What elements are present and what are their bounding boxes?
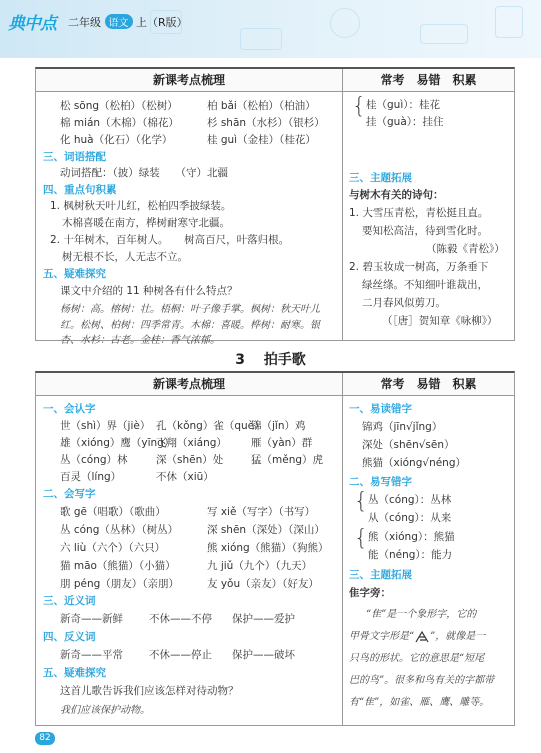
recog-item: 丛（cóng）林 — [60, 454, 128, 466]
recog-item: 雄（xióng）鹰（yīng） — [60, 437, 175, 449]
edition-text: 上（R版） — [136, 16, 188, 29]
recog-item: 孔（kǒng）雀（què） — [156, 420, 265, 432]
write-item: 深 shēn（深处）（深山） — [207, 524, 325, 536]
sentence-line: 2. 十年树木，百年树人。 树高百尺，叶落归根。 — [50, 234, 290, 246]
write-item: 写 xiě（写字）（书写） — [207, 506, 316, 518]
subheading: 与树木有关的诗句： — [349, 189, 444, 201]
top-right-title: 常考 易错 积累 — [343, 69, 514, 92]
explain-part: 甲骨文字形是“ — [349, 631, 415, 642]
bottom-right-title: 常考 易错 积累 — [343, 373, 514, 396]
explain-line: 有“隹”，如雀、雁、鹰、雕等。 — [349, 697, 490, 708]
answer-line: 我们应该保护动物。 — [60, 705, 150, 716]
phrase-line: 动词搭配：（披）绿装 （守）北疆 — [60, 167, 228, 179]
section-heading: 三、词语搭配 — [43, 151, 106, 163]
write-item: 六 liù（六个）（六只） — [60, 542, 166, 554]
explain-part: ”，就像是一 — [430, 631, 486, 642]
confusable-item: 挂（guà）：挂住 — [366, 116, 444, 128]
synonym-pair: 不休——不停 — [149, 613, 212, 625]
header-banner — [0, 0, 541, 58]
sentence-line: 1. 枫树秋天叶儿红，松柏四季披绿装。 — [50, 200, 232, 212]
sentence-line: 树无根不长，人无志不立。 — [62, 251, 188, 263]
misread-item: 熊猫（xióng√néng） — [362, 457, 467, 469]
bottom-divider — [342, 373, 343, 725]
char-row: 杉 shān（水杉）（银杉） — [207, 117, 325, 129]
answer-line: 红。松树、柏树：四季常青。木棉：喜暖。桦树：耐寒。银 — [60, 320, 320, 331]
lesson-title — [0, 349, 541, 369]
section-heading: 三、近义词 — [43, 595, 96, 607]
subheading: 隹字旁： — [349, 587, 391, 599]
lesson-name: 拍手歌 — [263, 352, 306, 368]
section-heading: 三、主题拓展 — [349, 172, 412, 184]
recog-item: 雁（yàn）群 — [251, 437, 313, 449]
explain-line: “隹”是一个象形字，它的 — [366, 609, 477, 620]
write-item: 友 yǒu（亲友）（好友） — [207, 578, 319, 590]
recog-item: 锦（jǐn）鸡 — [251, 420, 306, 432]
recog-item: 飞翔（xiáng） — [156, 437, 227, 449]
answer-line: 杏、水杉：古老。金桂：香气浓郁。 — [60, 335, 220, 346]
section-heading: 三、主题拓展 — [349, 569, 412, 581]
write-item: 熊 xióng（熊猫）（狗熊） — [207, 542, 329, 554]
char-row: 松 sōng（松柏）（松树） — [60, 100, 178, 112]
poem-line: 绿丝绦。不知细叶谁裁出， — [362, 279, 488, 291]
recog-item: 猛（měng）虎 — [251, 454, 324, 466]
answer-line: 杨树：高。榕树：壮。梧桐：叶子像手掌。枫树：秋天叶儿 — [60, 304, 320, 315]
antonym-pair: 不休——停止 — [149, 649, 212, 661]
question-line: 课文中介绍的 11 种树各有什么特点？ — [60, 285, 238, 297]
section-heading: 四、重点句积累 — [43, 184, 117, 196]
write-item: 丛 cóng（丛林）（树丛） — [60, 524, 179, 536]
section-heading: 二、易写错字 — [349, 476, 412, 488]
question-line: 这首儿歌告诉我们应该怎样对待动物？ — [60, 685, 239, 697]
section-heading: 四、反义词 — [43, 631, 96, 643]
brand-logo: 典中点 — [8, 14, 56, 34]
brace-icon: { — [352, 94, 366, 119]
poem-line: 1. 大雪压青松，青松挺且直。 — [349, 207, 489, 219]
poem-line: 要知松高洁，待到雪化时。 — [362, 225, 488, 237]
confusable-item: 桂（guì）：桂花 — [366, 99, 440, 111]
sentence-line: 木棉喜暖在南方，桦树耐寒守北疆。 — [62, 217, 230, 229]
brace-icon: { — [354, 489, 368, 514]
lesson-number: 3 — [235, 352, 245, 368]
oracle-bone-bird-icon — [414, 630, 430, 644]
poem-line: 2. 碧玉妆成一树高，万条垂下 — [349, 261, 489, 273]
bottom-left-title: 新课考点梳理 — [36, 373, 342, 396]
poem-source: （［唐］贺知章《咏柳》） — [382, 315, 498, 327]
antonym-pair: 保护——破坏 — [232, 649, 295, 661]
explain-line: 巴的鸟”。很多和鸟有关的字都带 — [349, 675, 495, 686]
char-row: 棉 mián（木棉）（棉花） — [60, 117, 179, 129]
subject-badge: 语文 — [105, 14, 133, 29]
miswrite-item: 熊（xióng）：熊猫 — [368, 531, 455, 543]
poem-source: （陈毅《青松》） — [426, 243, 505, 255]
char-row: 柏 bǎi（松柏）（柏油） — [207, 100, 316, 112]
grade-label — [68, 14, 188, 30]
synonym-pair: 保护——爱护 — [232, 613, 295, 625]
misread-item: 深处（shēn√sēn） — [362, 439, 455, 451]
top-panel — [35, 67, 515, 346]
recog-item: 百灵（líng） — [60, 471, 122, 483]
miswrite-item: 丛（cóng）：丛林 — [368, 494, 452, 506]
misread-item: 锦鸡（jīn√jǐng） — [362, 421, 443, 433]
write-item: 猫 māo（熊猫）（小猫） — [60, 560, 176, 572]
recog-item: 深（shēn）处 — [156, 454, 224, 466]
char-row: 化 huà（化石）（化学） — [60, 134, 173, 146]
brace-icon: { — [354, 526, 368, 551]
antonym-pair: 新奇——平常 — [60, 649, 123, 661]
top-left-title: 新课考点梳理 — [36, 69, 342, 92]
write-item: 歌 gē（唱歌）（歌曲） — [60, 506, 166, 518]
bottom-panel — [35, 371, 515, 726]
miswrite-item: 能（néng）：能力 — [368, 549, 453, 561]
miswrite-item: 从（cóng）：从来 — [368, 512, 452, 524]
section-heading: 五、疑难探究 — [43, 667, 106, 679]
explain-line — [349, 627, 485, 644]
char-row: 桂 guì（金桂）（桂花） — [207, 134, 316, 146]
write-item: 朋 péng（朋友）（亲朋） — [60, 578, 180, 590]
synonym-pair: 新奇——新鲜 — [60, 613, 123, 625]
section-heading: 一、易读错字 — [349, 403, 412, 415]
poem-line: 二月春风似剪刀。 — [362, 297, 446, 309]
recog-item: 世（shì）界（jiè） — [60, 420, 151, 432]
write-item: 九 jiǔ（九个）（九天） — [207, 560, 313, 572]
recog-item: 不休（xiū） — [156, 471, 214, 483]
grade-text: 二年级 — [68, 16, 101, 29]
page-number: 82 — [35, 732, 55, 745]
explain-line: 只鸟的形状。它的意思是“短尾 — [349, 653, 485, 664]
section-heading: 五、疑难探究 — [43, 268, 106, 280]
section-heading: 二、会写字 — [43, 488, 96, 500]
top-divider — [342, 69, 343, 340]
section-heading: 一、会认字 — [43, 403, 96, 415]
